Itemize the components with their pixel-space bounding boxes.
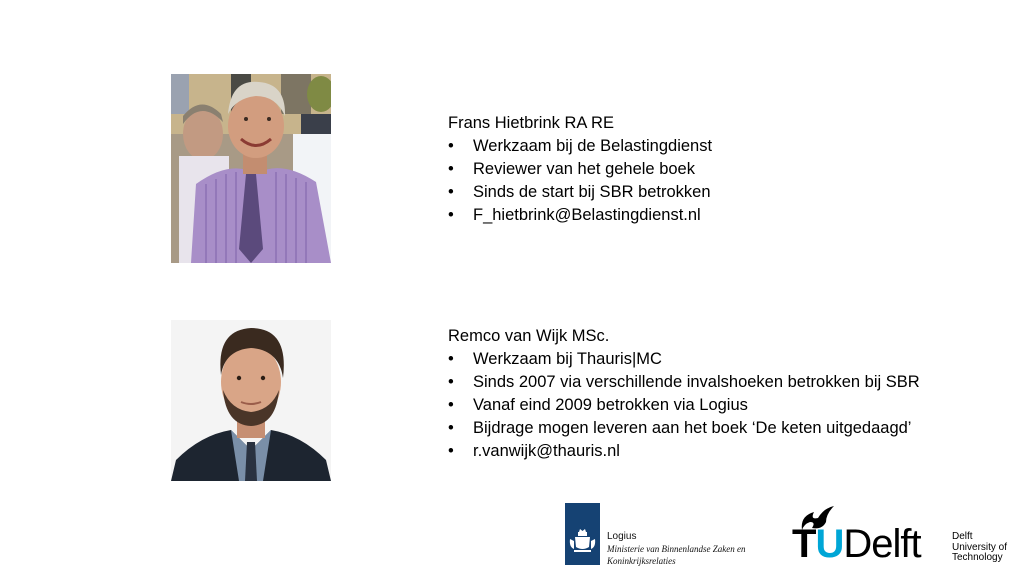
person-name: Frans Hietbrink RA RE [448,114,614,132]
list-item: • Vanaf eind 2009 betrokken via Logius [448,394,920,417]
bio-frans-hietbrink [448,112,712,227]
list-item: • Reviewer van het gehele boek [448,158,712,181]
ministry-line-2: Koninkrijksrelaties [607,556,676,566]
ministry-line-1: Ministerie van Binnenlandse Zaken en [607,544,746,554]
logius-name: Logius [607,531,637,542]
logius-text [607,531,745,567]
list-item: • r.vanwijk@thauris.nl [448,440,920,463]
list-item: • Sinds de start bij SBR betrokken [448,181,712,204]
tud-sub-line: University of [952,541,1008,553]
list-item: • Werkzaam bij Thauris|MC [448,348,920,371]
list-item: • F_hietbrink@Belastingdienst.nl [448,204,712,227]
tud-t: T [792,522,816,566]
bullet-list [448,348,920,463]
tud-sub-line: Delft [952,531,973,542]
tud-delft: Delft [843,522,921,566]
rijksoverheid-emblem-icon [565,503,600,565]
list-item: • Werkzaam bij de Belastingdienst [448,135,712,158]
tudelft-subtitle [952,532,1007,564]
list-item: • Sinds 2007 via verschillende invalshoeken betrokken bij SBR [448,371,920,394]
bullet-list [448,135,712,227]
tud-u: U [815,522,844,566]
tud-sub-line: Technology [952,552,1003,563]
person-name: Remco van Wijk MSc. [448,327,610,345]
bio-remco-van-wijk [448,325,920,463]
list-item: • Bijdrage mogen leveren aan het boek ‘De keten uitgedaagd’ [448,417,920,440]
tudelft-wordmark [792,522,921,566]
tudelft-logo [792,500,1014,570]
photo-remco-van-wijk [171,320,331,481]
photo-frans-hietbrink [171,74,331,263]
logius-logo [565,503,765,567]
